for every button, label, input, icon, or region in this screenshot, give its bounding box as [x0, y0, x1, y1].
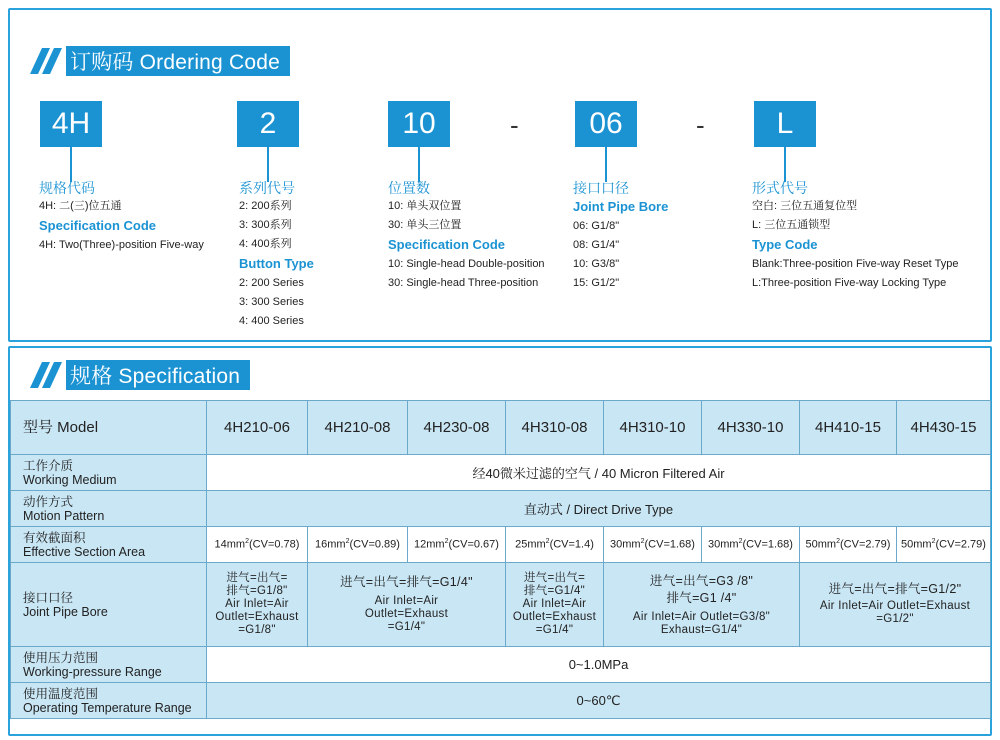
- code-box-bore: 06: [575, 101, 637, 147]
- medium-label: [11, 455, 207, 491]
- pressure-label-en: Working-pressure Range: [23, 664, 162, 679]
- group-line: 08: G1/4": [573, 239, 620, 251]
- motion-row: [11, 491, 991, 527]
- bore-cell: 进气=出气=排气=G1/2" Air Inlet=Air Outlet=Exhaust =G1/2": [800, 563, 991, 647]
- bore-cell: 进气=出气= 排气=G1/8" Air Inlet=Air Outlet=Exhaust =G1/8": [207, 563, 308, 647]
- motion-label-cn: 动作方式: [23, 494, 74, 509]
- bore-cell: 进气=出气=G3 /8" 排气=G1 /4" Air Inlet=Air Outlet=G3/8" Exhaust=G1/4": [604, 563, 800, 647]
- group-cn-title: 规格代码: [39, 180, 95, 196]
- temperature-label-en: Operating Temperature Range: [23, 700, 192, 715]
- pressure-label: [11, 647, 207, 683]
- model-cell: 4H210-06: [207, 401, 308, 455]
- group-line: 空白: 三位五通复位型: [752, 200, 858, 212]
- medium-label-en: Working Medium: [23, 472, 117, 487]
- group-line: 2: 200系列: [239, 200, 292, 212]
- group-line: 30: 单头三位置: [388, 219, 462, 231]
- code-connector: [418, 147, 420, 182]
- area-cell: $30mm^2(CV=1.68)$: [604, 527, 702, 563]
- area-cell: $50mm^2(CV=2.79)$: [800, 527, 897, 563]
- group-cn-title: 形式代号: [752, 180, 808, 196]
- area-label-en: Effective Section Area: [23, 544, 146, 559]
- group-en-title: Specification Code: [39, 218, 157, 233]
- bore-cell: 进气=出气= 排气=G1/4" Air Inlet=Air Outlet=Exhaust =G1/4": [506, 563, 604, 647]
- specification-title-text: 规格 Specification: [70, 365, 241, 388]
- model-label: 型号 Model: [11, 401, 207, 455]
- temperature-label: [11, 683, 207, 719]
- double-slash-icon: [26, 360, 66, 390]
- temperature-value: 0~60℃: [207, 683, 991, 719]
- double-slash-icon: [26, 46, 66, 76]
- spec-code-info: [39, 179, 204, 255]
- group-cn-title: 系列代号: [239, 180, 295, 196]
- model-cell: 4H310-10: [604, 401, 702, 455]
- bore-code-info: [573, 179, 668, 293]
- group-line: L: 三位五通锁型: [752, 219, 831, 231]
- model-cell: 4H330-10: [702, 401, 800, 455]
- area-cell: $12mm^2(CV=0.67)$: [408, 527, 506, 563]
- area-label-cn: 有效截面积: [23, 530, 86, 545]
- bore-label: [11, 563, 207, 647]
- temperature-row: [11, 683, 991, 719]
- group-line: L:Three-position Five-way Locking Type: [752, 277, 947, 289]
- group-line: 06: G1/8": [573, 220, 620, 232]
- group-line: 10: G3/8": [573, 258, 620, 270]
- motion-value: 直动式 / Direct Drive Type: [207, 491, 991, 527]
- temperature-label-cn: 使用温度范围: [23, 686, 99, 701]
- specification-table: [10, 400, 991, 719]
- code-connector: [605, 147, 607, 182]
- group-en-title: Joint Pipe Bore: [573, 199, 669, 214]
- code-box-spec: 4H: [40, 101, 102, 147]
- model-cell: 4H230-08: [408, 401, 506, 455]
- specification-panel: [8, 346, 992, 736]
- area-cell: $16mm^2(CV=0.89)$: [308, 527, 408, 563]
- motion-label-en: Motion Pattern: [23, 508, 105, 523]
- model-cell: 4H410-15: [800, 401, 897, 455]
- area-row: [11, 527, 991, 563]
- motion-label: [11, 491, 207, 527]
- bore-label-cn: 接口口径: [23, 590, 74, 605]
- medium-row: [11, 455, 991, 491]
- area-label: [11, 527, 207, 563]
- group-line: 4: 400 Series: [239, 315, 304, 327]
- group-line: 4H: 二(三)位五通: [39, 200, 122, 212]
- group-en-title: Specification Code: [388, 237, 506, 252]
- group-line: Blank:Three-position Five-way Reset Type: [752, 258, 959, 270]
- specification-title: [26, 360, 250, 390]
- group-line: 2: 200 Series: [239, 277, 304, 289]
- ordering-code-title: [26, 46, 290, 76]
- pressure-row: [11, 647, 991, 683]
- code-box-type: L: [754, 101, 816, 147]
- group-line: 4H: Two(Three)-position Five-way: [39, 239, 204, 251]
- bore-label-en: Joint Pipe Bore: [23, 604, 108, 619]
- group-cn-title: 位置数: [388, 180, 430, 196]
- model-cell: 4H210-08: [308, 401, 408, 455]
- pressure-label-cn: 使用压力范围: [23, 650, 99, 665]
- area-cell: $14mm^2(CV=0.78)$: [207, 527, 308, 563]
- code-connector: [267, 147, 269, 182]
- pressure-value: 0~1.0MPa: [207, 647, 991, 683]
- group-cn-title: 接口口径: [573, 180, 629, 196]
- group-line: 15: G1/2": [573, 277, 620, 289]
- code-dash: -: [510, 110, 519, 140]
- medium-value: 经40微米过滤的空气 / 40 Micron Filtered Air: [207, 455, 991, 491]
- group-line: 4: 400系列: [239, 238, 292, 250]
- area-cell: $30mm^2(CV=1.68)$: [702, 527, 800, 563]
- area-cell: $25mm^2(CV=1.4)$: [506, 527, 604, 563]
- ordering-code-title-text: 订购码 Ordering Code: [70, 51, 280, 74]
- code-dash: -: [696, 110, 705, 140]
- model-cell: 4H310-08: [506, 401, 604, 455]
- code-box-position: 10: [388, 101, 450, 147]
- group-line: 10: 单头双位置: [388, 200, 462, 212]
- code-box-series: 2: [237, 101, 299, 147]
- model-cell: 4H430-15: [897, 401, 991, 455]
- area-cell: $50mm^2(CV=2.79)$: [897, 527, 991, 563]
- position-code-info: [388, 179, 545, 293]
- bore-row: [11, 563, 991, 647]
- group-line: 30: Single-head Three-position: [388, 277, 539, 289]
- model-row: [11, 401, 991, 455]
- group-line: 10: Single-head Double-position: [388, 258, 545, 270]
- group-line: 3: 300 Series: [239, 296, 304, 308]
- medium-label-cn: 工作介质: [23, 458, 74, 473]
- group-line: 3: 300系列: [239, 219, 292, 231]
- group-en-title: Button Type: [239, 256, 314, 271]
- code-connector: [70, 147, 72, 182]
- bore-cell: 进气=出气=排气=G1/4" Air Inlet=Air Outlet=Exhaust =G1/4": [308, 563, 506, 647]
- series-code-info: [239, 179, 314, 331]
- type-code-info: [752, 179, 958, 293]
- code-connector: [784, 147, 786, 182]
- ordering-code-panel: [8, 8, 992, 342]
- group-en-title: Type Code: [752, 237, 818, 252]
